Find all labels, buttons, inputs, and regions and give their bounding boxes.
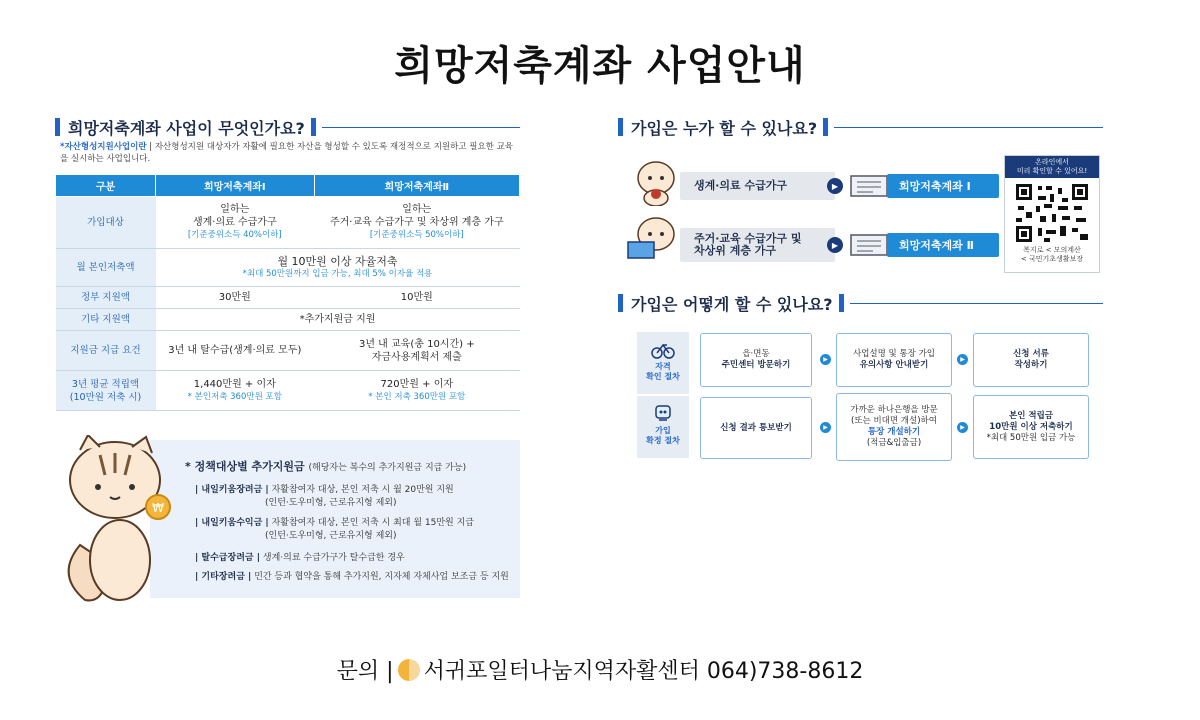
table-header-row bbox=[56, 175, 520, 197]
step-label-text: 자격 확인 절차 bbox=[646, 362, 680, 381]
definition-note bbox=[60, 141, 520, 165]
section-title-who: 가입은 누가 할 수 있나요? bbox=[631, 118, 818, 138]
extra-title-text: * 정책대상별 추가지원금 bbox=[185, 460, 305, 473]
step-line-bold: 본인 적립금 bbox=[1008, 410, 1053, 421]
step-line-bold: 주민센터 방문하기 bbox=[721, 360, 791, 370]
arrow-right-icon: ▶ bbox=[957, 422, 968, 433]
passbook-icon bbox=[849, 232, 889, 258]
cell-sub: [기준중위소득 40%이하] bbox=[187, 230, 282, 240]
table-cell: 3년 내 탈수급(생계·의료 모두) bbox=[156, 331, 315, 371]
extra-item-desc: 생계·의료 수급가구가 탈수급한 경우 bbox=[262, 553, 405, 563]
note-text: | 자산형성지원 대상자가 자활에 필요한 자산을 형성할 수 있도록 재정적으로 지원하고 필요한 교육을 실시하는 사업입니다. bbox=[60, 142, 513, 164]
extra-item-name: | 내일키움수익금 | bbox=[195, 518, 269, 528]
extra-item-name: | 기타장려금 | bbox=[195, 572, 252, 582]
extra-support-box bbox=[150, 440, 520, 598]
table-cell bbox=[156, 371, 315, 411]
step-line: 가까운 하나은행을 방문 bbox=[850, 405, 938, 415]
extra-title-note: (해당자는 복수의 추가지원금 지급 가능) bbox=[308, 463, 467, 473]
col-header-account1: 희망저축계좌Ⅰ bbox=[156, 175, 315, 197]
header-bar-left bbox=[618, 294, 623, 312]
bicycle-icon bbox=[651, 338, 675, 360]
who-account: 희망저축계좌 Ⅰ bbox=[887, 174, 999, 198]
qr-box bbox=[1004, 155, 1100, 273]
step-box bbox=[700, 397, 812, 459]
table-cell: 30만원 bbox=[156, 287, 315, 309]
extra-item-desc2: (인턴·도우미형, 근로유지형 제외) bbox=[265, 531, 397, 541]
header-bar-right bbox=[823, 118, 828, 136]
info-table bbox=[55, 174, 520, 411]
col-header-account2: 희망저축계좌Ⅱ bbox=[314, 175, 519, 197]
step-line-bold: 작성하기 bbox=[1014, 360, 1048, 370]
contact-footer bbox=[0, 654, 1200, 685]
extra-item-desc: 민간 등과 협약을 통해 추가지원, 지자체 자체사업 보조금 등 지원 bbox=[254, 572, 509, 582]
arrow-right-icon: ▶ bbox=[827, 237, 843, 253]
table-cell bbox=[156, 249, 520, 287]
table-row bbox=[56, 249, 520, 287]
robot-icon bbox=[651, 402, 675, 424]
extra-item-name: | 내일키움장려금 | bbox=[195, 485, 269, 495]
extra-item-name: | 탈수급장려금 | bbox=[195, 553, 261, 563]
squirrel-laptop-icon bbox=[626, 214, 680, 264]
row-label: 월 본인저축액 bbox=[56, 249, 156, 287]
step-line: (적금&입출금) bbox=[866, 438, 922, 448]
header-line bbox=[322, 127, 520, 128]
svg-text:₩: ₩ bbox=[152, 501, 164, 515]
page-title: 희망저축계좌 사업안내 bbox=[394, 43, 806, 89]
step-line: 읍·면동 bbox=[742, 349, 770, 359]
step-line: (또는 비대면 개설)하여 bbox=[851, 416, 937, 426]
header-bar-left bbox=[55, 118, 60, 136]
step-box bbox=[836, 333, 952, 387]
extra-item bbox=[195, 517, 474, 543]
table-row bbox=[56, 287, 520, 309]
cell-sub: * 본인저축 360만원 포함 bbox=[187, 391, 282, 402]
who-target: 주거·교육 수급가구 및 차상위 계층 가구 bbox=[680, 228, 835, 262]
passbook-icon bbox=[849, 173, 889, 199]
header-bar-right bbox=[311, 118, 316, 136]
extra-item bbox=[195, 484, 454, 510]
step-box bbox=[836, 393, 952, 461]
row-label: 지원금 지급 요건 bbox=[56, 331, 156, 371]
table-row bbox=[56, 331, 520, 371]
extra-item-desc: 자활참여자 대상, 본인 저축 시 월 20만원 지원 bbox=[271, 485, 454, 495]
step-label-confirm bbox=[637, 396, 689, 458]
step-box bbox=[700, 333, 812, 387]
squirrel-mascot-icon bbox=[60, 435, 180, 605]
squirrel-small-icon bbox=[630, 156, 682, 206]
row-label: 3년 평균 적립액 (10만원 저축 시) bbox=[56, 371, 156, 411]
cell-sub: * 본인 저축 360만원 포함 bbox=[368, 391, 466, 402]
arrow-right-icon: ▶ bbox=[957, 354, 968, 365]
col-header-category: 구분 bbox=[56, 175, 156, 197]
step-box bbox=[973, 333, 1089, 387]
table-cell: 3년 내 교육(총 10시간) + 자금사용계획서 제출 bbox=[314, 331, 519, 371]
step-box bbox=[973, 395, 1089, 459]
header-line bbox=[834, 127, 1103, 128]
table-cell: 10만원 bbox=[314, 287, 519, 309]
section-title-how: 가입은 어떻게 할 수 있나요? bbox=[631, 294, 833, 314]
cell-text: 720만원 + 이자 bbox=[380, 378, 454, 390]
table-cell: *추가지원금 지원 bbox=[156, 309, 520, 331]
section-header-who bbox=[618, 116, 1103, 138]
header-line bbox=[850, 303, 1103, 304]
section-title-what: 희망저축계좌 사업이 무엇인가요? bbox=[68, 118, 305, 138]
who-row bbox=[680, 228, 999, 262]
table-row bbox=[56, 309, 520, 331]
row-label: 기타 지원액 bbox=[56, 309, 156, 331]
step-line: *최대 50만원 입금 가능 bbox=[986, 432, 1076, 443]
cell-text: 일하는 생계·의료 수급가구 bbox=[192, 204, 277, 228]
qr-foot: 복지로 < 모의계산 < 국민기초생활보장 bbox=[1020, 246, 1084, 263]
arrow-right-icon: ▶ bbox=[820, 354, 831, 365]
table-cell bbox=[314, 197, 519, 249]
table-row bbox=[56, 371, 520, 411]
step-label-text: 가입 확정 절차 bbox=[646, 426, 680, 445]
logo-icon bbox=[398, 659, 420, 681]
extra-item-desc: 자활참여자 대상, 본인 저축 시 최대 월 15만원 지급 bbox=[271, 518, 474, 528]
step-line-bold: 유의사항 안내받기 bbox=[859, 360, 929, 370]
step-label-eligibility bbox=[637, 332, 689, 394]
step-line: 사업설명 및 통장 가입 bbox=[852, 349, 935, 359]
step-line-bold: 10만원 이상 저축하기 bbox=[989, 421, 1073, 432]
cell-text: 월 10만원 이상 자율저축 bbox=[277, 254, 398, 268]
who-row bbox=[680, 172, 999, 200]
cell-sub: [기준중위소득 50%이하] bbox=[369, 230, 464, 240]
table-cell bbox=[156, 197, 315, 249]
qr-code-icon[interactable] bbox=[1014, 182, 1090, 244]
extra-item bbox=[195, 571, 509, 584]
qr-head: 온라인에서 미리 확인할 수 있어요! bbox=[1005, 156, 1099, 178]
table-cell bbox=[314, 371, 519, 411]
row-label: 정부 지원액 bbox=[56, 287, 156, 309]
arrow-right-icon: ▶ bbox=[827, 178, 843, 194]
arrow-right-icon: ▶ bbox=[820, 422, 831, 433]
footer-contact: 서귀포일터나눔지역자활센터 064)738-8612 bbox=[423, 659, 864, 684]
cell-sub: *최대 50만원까지 입금 가능, 최대 5% 이자율 적용 bbox=[242, 268, 433, 279]
row-label: 가입대상 bbox=[56, 197, 156, 249]
who-target: 생계·의료 수급가구 bbox=[680, 172, 835, 200]
who-account: 희망저축계좌 Ⅱ bbox=[887, 233, 999, 257]
footer-prefix: 문의 | bbox=[336, 659, 394, 684]
step-line-highlight: 통장 개설하기 bbox=[867, 427, 921, 437]
table-row bbox=[56, 197, 520, 249]
extra-item bbox=[195, 552, 405, 565]
extra-title bbox=[185, 458, 466, 474]
extra-item-desc2: (인턴·도우미형, 근로유지형 제외) bbox=[265, 498, 397, 508]
note-key: *자산형성지원사업이란 bbox=[60, 142, 147, 152]
cell-text: 일하는 주거·교육 수급가구 및 차상위 계층 가구 bbox=[329, 204, 504, 228]
step-line-bold: 신청 서류 bbox=[1013, 349, 1049, 359]
section-header-what bbox=[55, 116, 520, 138]
cell-text: 1,440만원 + 이자 bbox=[193, 378, 276, 390]
section-header-how bbox=[618, 292, 1103, 314]
step-line-bold: 신청 결과 통보받기 bbox=[720, 422, 792, 433]
header-bar-left bbox=[618, 118, 623, 136]
header-bar-right bbox=[839, 294, 844, 312]
